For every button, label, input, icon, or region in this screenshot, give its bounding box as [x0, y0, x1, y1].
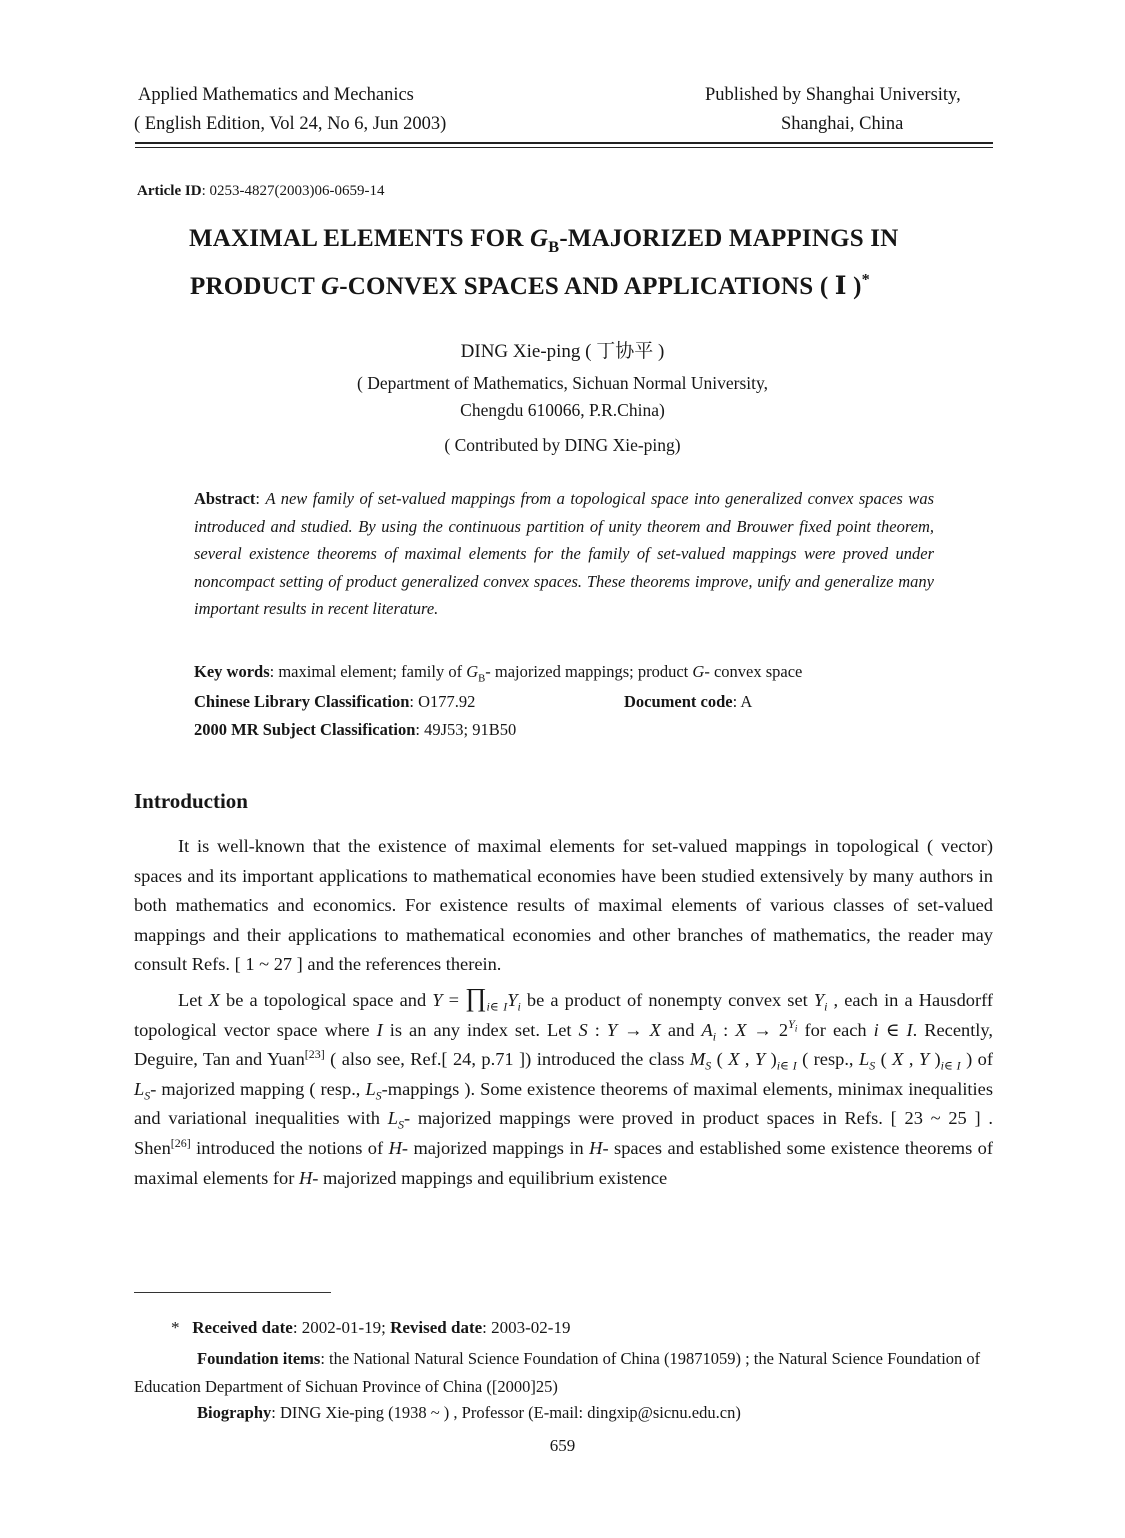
footnote-dates	[171, 1318, 570, 1338]
abstract-label: Abstract	[194, 489, 256, 508]
keywords-text: - majorized mappings; product	[485, 662, 693, 681]
keywords-subscript-b: B	[478, 672, 486, 685]
mr-subject-classification	[194, 720, 516, 740]
title-footnote-mark: *	[861, 270, 870, 289]
title-symbol-g: G	[530, 225, 549, 252]
intro-paragraph-2: Let X be a topological space and $Y = \prod_{i\in I}Y_i$ be a product of nonempty convex set $Y_i$ , each in a Hausdorff topological vector space where I is an any index set. Let S : Y → X and $A_i$ : $X \to 2^{Y_i}$ for each i ∈ I. Recently, Deguire, Tan and Yuan[23] ( also see, Ref.[ 24, p.71 ]) introduced the class $M_S$ ( X , Y )$_{i\in I}$ ( resp., $L_S$ ( X , Y )$_{i\in I}$ ) of $L_S-$ majorized mapping ( resp., $L_S$-mappings ). Some existence theorems of maximal elements, minimax inequalities and variational inequalities with $L_S-$ majorized mappings were proved in product spaces in Refs. [ 23 ~ 25 ] . Shen[26] introduced the notions of H- majorized mappings in H- spaces and established some existence theorems of maximal elements for H- majorized mappings and equilibrium existence	[134, 982, 994, 1188]
keywords-text: : maximal element; family of	[269, 662, 467, 681]
contributed-by: ( Contributed by DING Xie-ping)	[444, 435, 681, 455]
revised-label: Revised date	[390, 1318, 483, 1337]
clc-label: Chinese Library Classification	[194, 692, 410, 711]
foundation-text: : the National Natural Science Foundation of China (19871059) ; the Natural Science Foundation of Education Department of Sichuan Province of China ([2000]25)	[134, 1349, 981, 1396]
citation-26: [26]	[170, 1135, 191, 1150]
article-id-value: : 0253-4827(2003)06-0659-14	[201, 183, 385, 199]
title-subscript-b: B	[548, 238, 560, 256]
journal-name: Applied Mathematics and Mechanics	[138, 85, 414, 105]
clc-value: : O177.92	[409, 692, 476, 711]
author-name: DING Xie-ping ( 丁协平 )	[460, 341, 665, 362]
keywords	[194, 662, 803, 685]
journal-edition: ( English Edition, Vol 24, No 6, Jun 2003)	[134, 114, 447, 134]
received-value: : 2002-01-19;	[292, 1318, 386, 1337]
chinese-library-classification	[194, 692, 475, 712]
keywords-symbol-g: G	[466, 662, 479, 681]
abstract	[194, 485, 934, 623]
title-line-2	[190, 271, 870, 301]
title-symbol-g: G	[321, 273, 340, 300]
section-heading-introduction: Introduction	[134, 789, 248, 813]
mr-value: : 49J53; 91B50	[415, 720, 517, 739]
footnote-biography	[197, 1403, 741, 1423]
title-text: -CONVEX SPACES AND APPLICATIONS ( Ⅰ )	[339, 273, 862, 300]
keywords-text: - convex space	[704, 662, 803, 681]
publisher-name: Published by Shanghai University,	[705, 85, 961, 105]
abstract-text: A new family of set-valued mappings from a topological space into generalized convex spaces was introduced and studied. By using the continuous partition of unity theorem and Brouwer fixed point theorem, several existence theorems of maximal elements for the family of set-valued mappings were proved under noncompact setting of product generalized convex spaces. These theorems improve, unify and generalize many important results in recent literature.	[194, 489, 934, 619]
header-rule-thick	[135, 142, 993, 144]
document-code-value: : A	[732, 692, 753, 711]
mr-label: 2000 MR Subject Classification	[194, 720, 416, 739]
document-code-label: Document code	[624, 692, 733, 711]
title-text: PRODUCT	[190, 273, 322, 300]
abstract-colon: :	[255, 489, 266, 508]
article-id	[137, 183, 384, 200]
product-symbol: ∏	[465, 982, 487, 1012]
keywords-symbol-g: G	[692, 662, 705, 681]
page-number: 659	[549, 1436, 576, 1455]
footnote-mark: *	[171, 1318, 180, 1337]
foundation-label: Foundation items	[197, 1349, 321, 1368]
title-text: -MAJORIZED MAPPINGS IN	[559, 225, 899, 252]
title-text: MAXIMAL ELEMENTS FOR	[189, 225, 531, 252]
title-line-1	[189, 225, 899, 256]
revised-value: : 2003-02-19	[482, 1318, 571, 1337]
affiliation-line-2: Chengdu 610066, P.R.China)	[460, 400, 665, 420]
footnote-foundation	[134, 1345, 992, 1401]
intro-paragraph-1: It is well-known that the existence of maximal elements for set-valued mappings in topological ( vector) spaces and its important applications to mathematical economies have been studied extensively by many authors in both mathematics and economics. For existence results of maximal elements of various classes of set-valued mappings and their applications to mathematical economies and other branches of mathematics, the reader may consult Refs. [ 1 ~ 27 ] and the references therein.	[134, 836, 993, 975]
biography-label: Biography	[197, 1403, 272, 1422]
article-id-label: Article ID	[137, 183, 202, 199]
introduction-body	[134, 832, 993, 1193]
footnote-rule	[134, 1292, 331, 1293]
header-rule-thin	[135, 147, 993, 148]
affiliation-line-1: ( Department of Mathematics, Sichuan Normal University,	[357, 373, 768, 393]
citation-23: [23]	[304, 1047, 325, 1062]
biography-text: : DING Xie-ping (1938 ~ ) , Professor (E-mail: dingxip@sicnu.edu.cn)	[271, 1403, 741, 1422]
received-label: Received date	[192, 1318, 293, 1337]
document-code	[624, 692, 752, 712]
publisher-location: Shanghai, China	[781, 114, 904, 134]
keywords-label: Key words	[194, 662, 270, 681]
